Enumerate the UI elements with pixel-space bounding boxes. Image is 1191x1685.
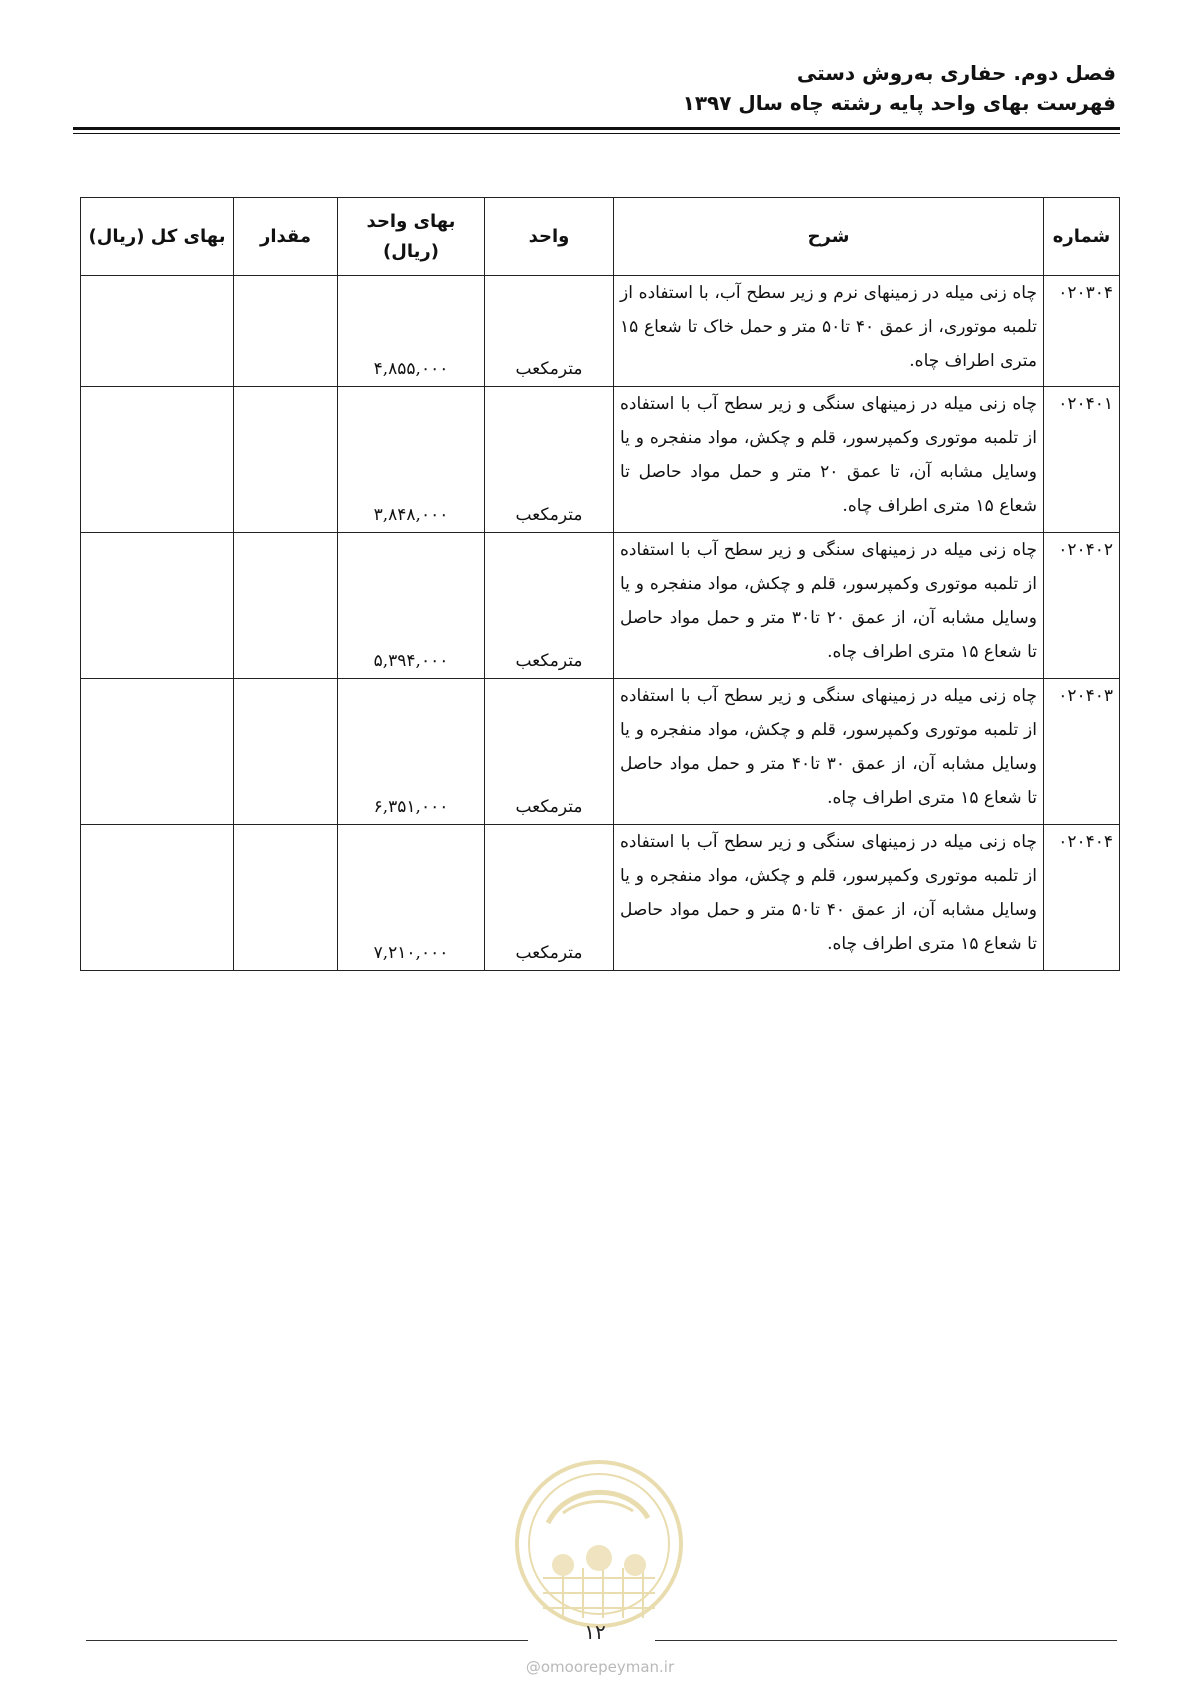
item-code: ۰۲۰۴۰۱ [1044, 387, 1120, 533]
item-code: ۰۲۰۴۰۳ [1044, 679, 1120, 825]
item-quantity [234, 679, 338, 825]
column-header-quantity: مقدار [234, 198, 338, 276]
header-rule-thin [73, 133, 1120, 134]
footer-rule-left [86, 1640, 528, 1641]
table-row [81, 825, 1120, 971]
watermark-logo-icon [508, 1453, 690, 1635]
unit-price-header-label: بهای واحد [366, 210, 456, 232]
column-header-unit-price [338, 198, 485, 276]
item-unit-price: ۴,۸۵۵,۰۰۰ [338, 276, 485, 387]
column-header-unit: واحد [485, 198, 614, 276]
item-unit: مترمکعب [485, 276, 614, 387]
item-description: چاه زنی میله در زمینهای سنگی و زیر سطح آب با استفاده از تلمبه موتوری وکمپرسور، قلم و چکش، مواد منفجره و یا وسایل مشابه آن، از عمق ۳۰ تا۴۰ متر و حمل مواد حاصل تا شعاع ۱۵ متری اطراف چاه. [614, 679, 1044, 825]
chapter-title: فصل دوم. حفاری به‌روش دستی [796, 61, 1116, 85]
item-description: چاه زنی میله در زمینهای سنگی و زیر سطح آب با استفاده از تلمبه موتوری وکمپرسور، قلم و چکش، مواد منفجره و یا وسایل مشابه آن، از عمق ۲۰ تا۳۰ متر و حمل مواد حاصل تا شعاع ۱۵ متری اطراف چاه. [614, 533, 1044, 679]
table-row [81, 387, 1120, 533]
table-row [81, 533, 1120, 679]
item-description: چاه زنی میله در زمینهای سنگی و زیر سطح آب با استفاده از تلمبه موتوری وکمپرسور، قلم و چکش، مواد منفجره و یا وسایل مشابه آن، از عمق ۴۰ تا۵۰ متر و حمل مواد حاصل تا شعاع ۱۵ متری اطراف چاه. [614, 825, 1044, 971]
table-row [81, 679, 1120, 825]
item-unit: مترمکعب [485, 679, 614, 825]
item-total-price [81, 679, 234, 825]
item-description: چاه زنی میله در زمینهای نرم و زیر سطح آب، با استفاده از تلمبه موتوری، از عمق ۴۰ تا۵۰ متر و حمل خاک تا شعاع ۱۵ متری اطراف چاه. [614, 276, 1044, 387]
page-number: ۱۲ [584, 1620, 606, 1644]
item-unit-price: ۶,۳۵۱,۰۰۰ [338, 679, 485, 825]
item-code: ۰۲۰۴۰۲ [1044, 533, 1120, 679]
column-header-description: شرح [614, 198, 1044, 276]
item-unit-price: ۷,۲۱۰,۰۰۰ [338, 825, 485, 971]
page-header [66, 58, 1116, 118]
document-title: فهرست بهای واحد پایه رشته چاه سال ۱۳۹۷ [682, 91, 1116, 115]
unit-price-header-currency: (ریال) [383, 240, 439, 262]
column-header-total-price: بهای کل (ریال) [81, 198, 234, 276]
item-quantity [234, 276, 338, 387]
price-list-table [80, 197, 1120, 971]
item-quantity [234, 387, 338, 533]
item-unit: مترمکعب [485, 533, 614, 679]
website-watermark: @omoorepeyman.ir [525, 1658, 675, 1676]
column-header-number: شماره [1044, 198, 1120, 276]
item-code: ۰۲۰۴۰۴ [1044, 825, 1120, 971]
item-quantity [234, 533, 338, 679]
item-total-price [81, 276, 234, 387]
item-total-price [81, 533, 234, 679]
item-total-price [81, 825, 234, 971]
item-unit-price: ۳,۸۴۸,۰۰۰ [338, 387, 485, 533]
item-total-price [81, 387, 234, 533]
table-row [81, 276, 1120, 387]
item-code: ۰۲۰۳۰۴ [1044, 276, 1120, 387]
item-quantity [234, 825, 338, 971]
footer-rule-right [655, 1640, 1117, 1641]
header-rule-thick [73, 127, 1120, 130]
table-header-row [81, 198, 1120, 276]
item-unit: مترمکعب [485, 387, 614, 533]
item-unit-price: ۵,۳۹۴,۰۰۰ [338, 533, 485, 679]
item-unit: مترمکعب [485, 825, 614, 971]
item-description: چاه زنی میله در زمینهای سنگی و زیر سطح آب با استفاده از تلمبه موتوری وکمپرسور، قلم و چکش، مواد منفجره و یا وسایل مشابه آن، تا عمق ۲۰ متر و حمل مواد حاصل تا شعاع ۱۵ متری اطراف چاه. [614, 387, 1044, 533]
